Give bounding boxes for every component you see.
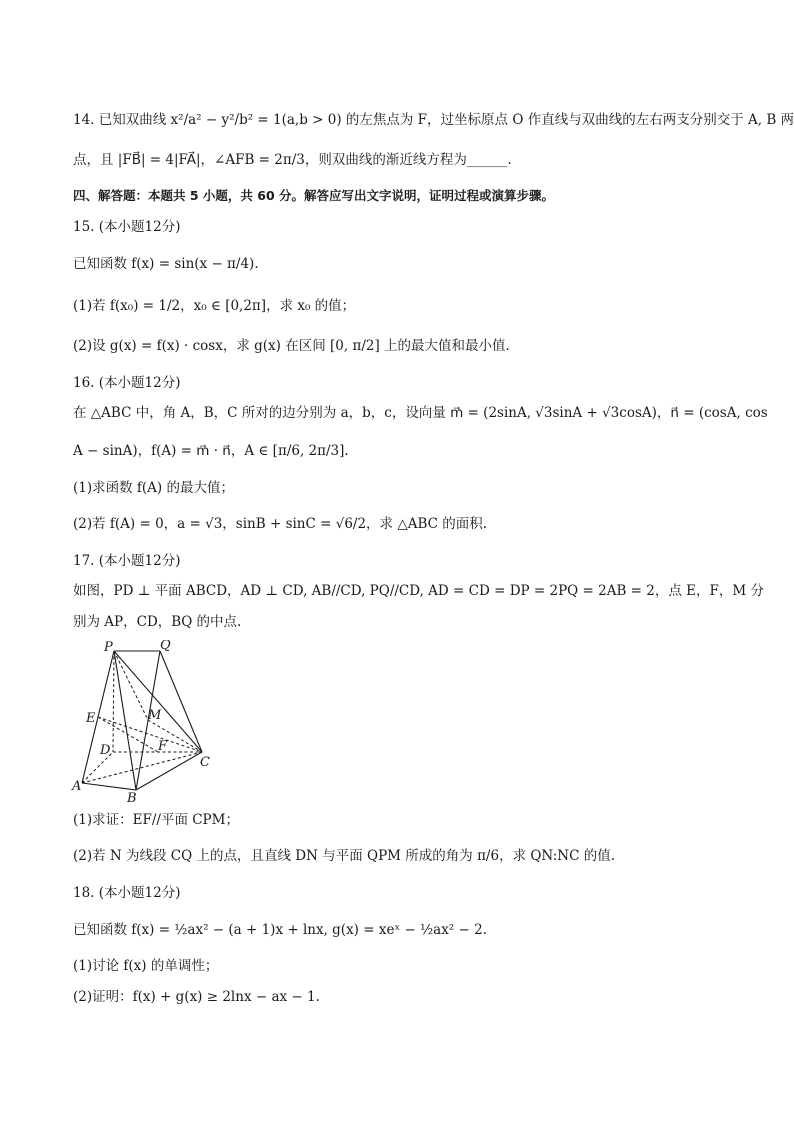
text-line-q16-l2: A − sinA)，f(A) = m⃗ · n⃗，A ∈ [π/6, 2π/3].	[73, 443, 349, 459]
label-P: P	[104, 640, 113, 655]
text-line-q18-head: 18. (本小题12分)	[73, 885, 181, 901]
text-line-q17-p1: (1)求证：EF//平面 CPM；	[73, 812, 239, 828]
text-line-q15-l1: 已知函数 f(x) = sin(x − π/4).	[73, 256, 259, 272]
edge-AB	[82, 783, 136, 790]
label-A: A	[72, 779, 82, 794]
label-E: E	[86, 711, 96, 726]
text-line-q17-p2: (2)若 N 为线段 CQ 上的点，且直线 DN 与平面 QPM 所成的角为 π/6，求 QN:NC 的值.	[73, 848, 616, 864]
text-line-q18-p2: (2)证明：f(x) + g(x) ≥ 2lnx − ax − 1.	[73, 989, 320, 1005]
text-line-q14-l2: 点，且 |FB⃗| = 4|FA⃗|，∠AFB = 2π/3，则双曲线的渐近线方程为______.	[73, 152, 512, 168]
text-line-q18-l1: 已知函数 f(x) = ½ax² − (a + 1)x + lnx, g(x) = xeˣ − ½ax² − 2.	[73, 922, 487, 938]
edge-PD	[113, 651, 114, 752]
text-line-q17-l2: 别为 AP，CD，BQ 的中点.	[73, 614, 242, 630]
label-F: F	[158, 739, 168, 754]
label-M: M	[148, 708, 162, 723]
edge-QC	[160, 651, 202, 752]
edge-MC	[148, 720, 202, 752]
text-line-q15-head: 15. (本小题12分)	[73, 219, 181, 235]
text-line-sec4: 四、解答题：本题共 5 小题，共 60 分。解答应写出文字说明，证明过程或演算步骤。	[73, 188, 555, 203]
text-line-q18-p1: (1)讨论 f(x) 的单调性；	[73, 958, 219, 974]
edge-BC	[136, 752, 202, 790]
geometry-figure	[70, 640, 230, 805]
label-D: D	[100, 743, 111, 758]
text-line-q17-l1: 如图，PD ⊥ 平面 ABCD，AD ⊥ CD, AB//CD, PQ//CD, AD = CD = DP = 2PQ = 2AB = 2，点 E，F，M 分	[73, 583, 764, 599]
text-line-q17-head: 17. (本小题12分)	[73, 553, 181, 569]
text-line-q16-head: 16. (本小题12分)	[73, 375, 181, 391]
text-line-q14-l1: 14. 已知双曲线 x²/a² − y²/b² = 1(a,b > 0) 的左焦点为 F，过坐标原点 O 作直线与双曲线的左右两支分别交于 A, B 两	[73, 112, 794, 128]
label-B: B	[127, 791, 137, 805]
text-line-q16-p1: (1)求函数 f(A) 的最大值；	[73, 480, 234, 496]
text-line-q16-l1: 在 △ABC 中，角 A，B，C 所对的边分别为 a，b，c，设向量 m⃗ = (2sinA, √3sinA + √3cosA)，n⃗ = (cosA, cos	[73, 405, 768, 421]
label-C: C	[200, 755, 210, 770]
text-line-q15-p2: (2)设 g(x) = f(x) · cosx，求 g(x) 在区间 [0, π/2] 上的最大值和最小值.	[73, 338, 510, 354]
text-line-q16-p2: (2)若 f(A) = 0，a = √3，sinB + sinC = √6/2，求 △ABC 的面积.	[73, 516, 488, 532]
text-line-q15-p1: (1)若 f(x₀) = 1/2，x₀ ∈ [0,2π]，求 x₀ 的值；	[73, 298, 356, 314]
label-Q: Q	[160, 640, 171, 653]
